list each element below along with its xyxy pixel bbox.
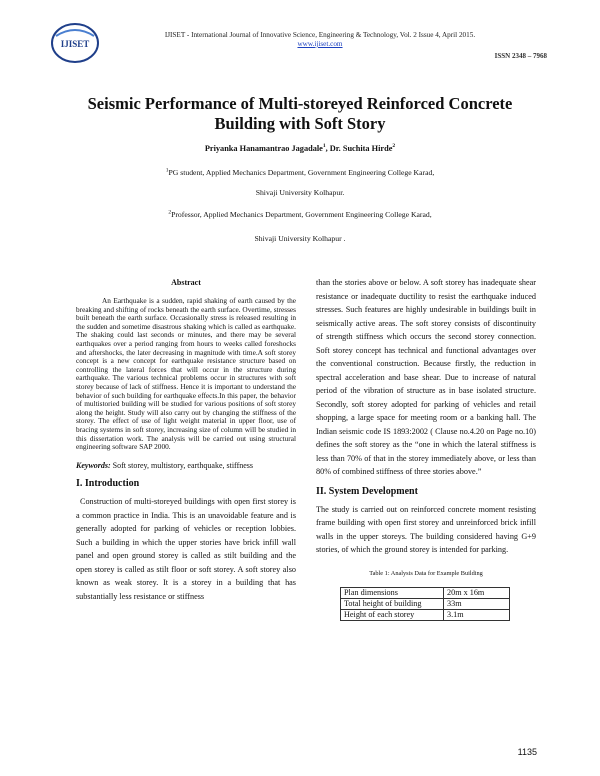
- issn: ISSN 2348 – 7968: [494, 52, 547, 60]
- logo-text: IJISET: [60, 39, 90, 49]
- journal-line: IJISET - International Journal of Innovative Science, Engineering & Technology, Vol. 2 Issue 4, April 2015.: [164, 31, 476, 39]
- analysis-data-table: [340, 587, 510, 621]
- page-number: 1135: [517, 747, 537, 757]
- keywords-label: Keywords:: [76, 460, 111, 470]
- table-cell: 20m x 16m: [444, 587, 510, 598]
- ijiset-logo: [50, 22, 100, 64]
- left-column: [76, 278, 296, 603]
- journal-url-link[interactable]: www.ijiset.com: [297, 40, 343, 48]
- system-heading: II. System Development: [316, 485, 418, 497]
- affiliation-2-line1: $^2$Professor, Applied Mechanics Department, Government Engineering College Karad,: [168, 209, 432, 219]
- table-row: [341, 598, 510, 609]
- abstract-text: An Earthquake is a sudden, rapid shaking of earth caused by the breaking and shifting of rocks beneath the earth surface. Overtime, stresses built beneath the earth surface. Occasionally stress is released resulting in the sudden and sometime disastrous shaking which is called as earthquake. The shaking could last seconds or minutes, and there may be several earthquakes over a period ranging from hours to weeks called foreshocks and aftershocks, the later decreasing in magnitude with time.A soft storey concept is a new concept for earthquake resistance structure based on controlling the lateral forces that will occur in the structure during earthquake. The various technical problems occur in structures with soft storey because of lack of stiffness. Hence it is important to understand the behavior of such building for earthquake effects.In this paper, the behavior of multistoried building will be studied for various positions of soft storey along the height. Study will also carry out by changing the stiffness of the storey. The effect of use of light weight material in upper floor, use of bracing systems in soft storey, increasing size of column will be studied in this dissertation work. The analysis will be carried out using structural engineering software SAP 2000.: [76, 296, 296, 452]
- table-cell: Total height of building: [341, 598, 444, 609]
- table-cell: 3.1m: [444, 609, 510, 620]
- journal-header: [130, 31, 510, 49]
- author-2: Dr. Suchita Hirde: [329, 144, 393, 153]
- paper-title: Seismic Performance of Multi-storeyed Reinforced Concrete Building with Soft Story: [87, 94, 513, 133]
- table-cell: 33m: [444, 598, 510, 609]
- intro-heading: I. Introduction: [76, 478, 140, 490]
- intro-text-continued: than the stories above or below. A soft storey has inadequate shear resistance or inadequate ductility to resist the earthquake induced stresses. Such features are highly undesirable in buildings built in seismically active areas. The soft storey consists of discontinuity of strength stiffness which occurs the second storey connection. Soft storey concept has technical and functional advantages over the conventional construction. Because firstly, the reduction in spectral acceleration and base shear. Due to increase of natural period of the vibration of structure as in base isolated structure. Secondly, soft storey adopted for parking of vehicles and retail shopping, a large space for meeting room or a banking hall. The Indian seismic code IS 1893:2002 ( Clause no.4.20 on Page no.10) defines the soft storey as the “one in which the lateral stiffness is less than 70% of that in the storey immediately above, or less than 80% of combined stiffness of three stories above.”: [316, 278, 536, 476]
- table-row: [341, 609, 510, 620]
- authors: [60, 144, 540, 153]
- table-cell: Plan dimensions: [341, 587, 444, 598]
- author-separator: ,: [325, 144, 330, 153]
- keywords: [76, 461, 296, 470]
- aff-2-sup: 2: [168, 209, 172, 216]
- right-column: [316, 276, 536, 621]
- author-1-sup: 1: [322, 143, 326, 150]
- affiliation-1-line1: $^1$PG student, Applied Mechanics Department, Government Engineering College Karad,: [165, 167, 435, 177]
- affiliation-2-line2: Shivaji University Kolhapur .: [254, 234, 346, 243]
- table-row: [341, 587, 510, 598]
- intro-text: Construction of multi-storeyed buildings with open first storey is a common practice in India. This is an unavoidable feature and is generally adopted for parking of vehicles or reception lobbies. Such a building in which the upper stories have brick infill wall panel and open ground storey is called as stilt building and the open storey is called as stilt floor or soft storey. A soft storey also known as weak storey. It is a storey in a building that has substantially less resistance or stiffness: [76, 497, 296, 601]
- table-caption: Table 1: Analysis Data for Example Building: [369, 569, 483, 577]
- aff-1-sup: 1: [165, 167, 169, 174]
- abstract-heading: Abstract: [171, 278, 201, 287]
- author-2-sup: 2: [392, 143, 396, 150]
- affiliation-1-line2: Shivaji University Kolhapur.: [255, 188, 345, 197]
- system-text: The study is carried out on reinforced concrete moment resisting frame building with open first storey and unreinforced brick infill walls in the upper storeys. The building considered having G+9 stories, of which the ground storey is intended for parking.: [316, 504, 536, 554]
- table-cell: Height of each storey: [341, 609, 444, 620]
- author-1: Priyanka Hanamantrao Jagadale: [204, 144, 323, 153]
- keywords-text: Soft storey, multistory, earthquake, stiffness: [110, 460, 254, 470]
